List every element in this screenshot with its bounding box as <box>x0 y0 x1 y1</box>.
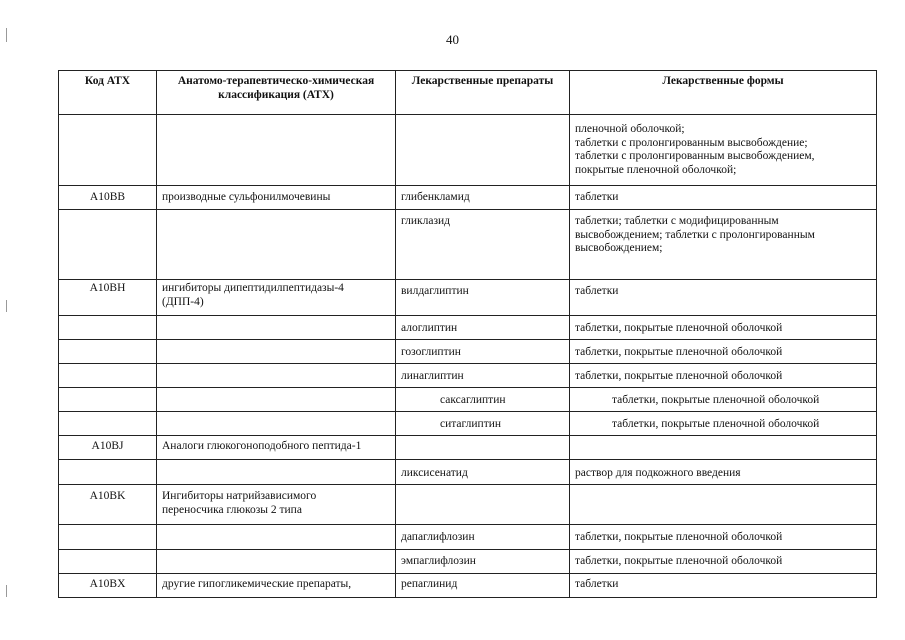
table-row <box>59 115 877 186</box>
dosage-form-line: раствор для подкожного введения <box>575 467 741 479</box>
table-row <box>59 460 877 485</box>
atc-code-cell: A10BK <box>59 485 157 525</box>
dosage-form-line: пленочной оболочкой; <box>575 123 685 135</box>
atc-code-cell: A10BB <box>59 186 157 210</box>
drug-cell <box>396 485 570 525</box>
dosage-form-line: таблетки, покрытые пленочной оболочкой <box>575 346 783 358</box>
classification-cell <box>157 186 396 210</box>
header-drugs: Лекарственные препараты <box>396 71 570 115</box>
scan-margin-mark <box>6 28 7 42</box>
atc-code-cell: A10BJ <box>59 436 157 460</box>
dosage-form-cell <box>570 280 877 316</box>
dosage-form-line: таблетки, покрытые пленочной оболочкой <box>612 394 820 406</box>
table-row <box>59 186 877 210</box>
table-row <box>59 316 877 340</box>
dosage-form-cell <box>570 525 877 550</box>
atc-code-cell: A10BX <box>59 574 157 598</box>
classification-cell <box>157 388 396 412</box>
dosage-form-cell <box>570 340 877 364</box>
table-row <box>59 412 877 436</box>
table-row <box>59 436 877 460</box>
classification-line: (ДПП-4) <box>162 295 204 308</box>
dosage-form-line: таблетки <box>575 578 619 590</box>
classification-cell <box>157 460 396 485</box>
dosage-form-line: таблетки, покрытые пленочной оболочкой <box>575 370 783 382</box>
dosage-form-line: таблетки; таблетки с модифицированным <box>575 215 779 227</box>
scan-margin-mark <box>6 585 7 597</box>
dosage-form-line: высвобождением; таблетки с пролонгированным <box>575 228 815 241</box>
dosage-form-line: таблетки, покрытые пленочной оболочкой <box>575 531 783 543</box>
dosage-form-cell <box>570 364 877 388</box>
drug-cell: ситаглиптин <box>396 412 570 436</box>
classification-cell <box>157 210 396 280</box>
classification-line: ингибиторы дипептидилпептидазы-4 <box>162 282 344 294</box>
dosage-form-cell <box>570 210 877 280</box>
drug-cell: эмпаглифлозин <box>396 550 570 574</box>
drug-cell: алоглиптин <box>396 316 570 340</box>
classification-cell <box>157 115 396 186</box>
classification-cell <box>157 550 396 574</box>
classification-cell <box>157 412 396 436</box>
table-row <box>59 525 877 550</box>
drug-cell: ликсисенатид <box>396 460 570 485</box>
dosage-form-cell <box>570 550 877 574</box>
drug-cell: репаглинид <box>396 574 570 598</box>
atc-code-cell <box>59 210 157 280</box>
classification-line: переносчика глюкозы 2 типа <box>162 503 302 516</box>
atc-code-cell: A10BH <box>59 280 157 316</box>
dosage-form-line: таблетки, покрытые пленочной оболочкой <box>575 322 783 334</box>
atc-code-cell <box>59 525 157 550</box>
dosage-form-line: покрытые пленочной оболочкой; <box>575 163 737 176</box>
table-row <box>59 388 877 412</box>
atc-code-cell <box>59 340 157 364</box>
scan-margin-mark <box>6 300 7 312</box>
atc-code-cell <box>59 460 157 485</box>
dosage-form-cell <box>570 316 877 340</box>
header-dosage-forms: Лекарственные формы <box>570 71 877 115</box>
dosage-form-cell <box>570 460 877 485</box>
table-row <box>59 210 877 280</box>
page-number: 40 <box>446 32 459 47</box>
drug-cell: линаглиптин <box>396 364 570 388</box>
table-row <box>59 280 877 316</box>
classification-line: Ингибиторы натрийзависимого <box>162 490 317 502</box>
classification-cell <box>157 574 396 598</box>
classification-cell <box>157 316 396 340</box>
dosage-form-cell <box>570 412 877 436</box>
classification-line: производные сульфонилмочевины <box>162 191 331 203</box>
dosage-form-cell <box>570 485 877 525</box>
table-row <box>59 485 877 525</box>
dosage-form-cell <box>570 186 877 210</box>
dosage-form-cell <box>570 574 877 598</box>
dosage-form-cell <box>570 436 877 460</box>
drug-cell <box>396 436 570 460</box>
drug-cell: гозоглиптин <box>396 340 570 364</box>
atc-code-cell <box>59 412 157 436</box>
dosage-form-line: таблетки с пролонгированным высвобождение; <box>575 136 808 149</box>
atc-code-cell <box>59 115 157 186</box>
table-row <box>59 574 877 598</box>
dosage-form-line: таблетки <box>575 285 619 297</box>
header-atc-classification: Анатомо-терапевтическо-химическая классификация (АТХ) <box>157 71 396 115</box>
dosage-form-cell <box>570 115 877 186</box>
table-row <box>59 364 877 388</box>
classification-cell <box>157 364 396 388</box>
header-atc-code: Код АТХ <box>59 71 157 115</box>
classification-cell <box>157 525 396 550</box>
table-row <box>59 340 877 364</box>
classification-cell <box>157 485 396 525</box>
classification-cell <box>157 436 396 460</box>
atc-code-cell <box>59 550 157 574</box>
dosage-form-cell <box>570 388 877 412</box>
dosage-form-line: таблетки с пролонгированным высвобождением, <box>575 150 815 162</box>
table-header-row <box>59 71 877 115</box>
atc-code-cell <box>59 316 157 340</box>
drug-cell <box>396 115 570 186</box>
dosage-form-line: таблетки <box>575 191 619 203</box>
atc-code-cell <box>59 388 157 412</box>
classification-cell <box>157 340 396 364</box>
classification-line: другие гипогликемические препараты, <box>162 578 352 590</box>
table-row <box>59 550 877 574</box>
drug-cell: гликлазид <box>396 210 570 280</box>
drug-cell: дапаглифлозин <box>396 525 570 550</box>
atc-drug-table <box>58 70 877 598</box>
drug-cell: глибенкламид <box>396 186 570 210</box>
atc-code-cell <box>59 364 157 388</box>
drug-cell: саксаглиптин <box>396 388 570 412</box>
dosage-form-line: высвобождением; <box>575 242 663 254</box>
classification-cell <box>157 280 396 316</box>
classification-line: Аналоги глюкогоноподобного пептида-1 <box>162 440 362 452</box>
dosage-form-line: таблетки, покрытые пленочной оболочкой <box>612 418 820 430</box>
dosage-form-line: таблетки, покрытые пленочной оболочкой <box>575 555 783 567</box>
drug-cell: вилдаглиптин <box>396 280 570 316</box>
